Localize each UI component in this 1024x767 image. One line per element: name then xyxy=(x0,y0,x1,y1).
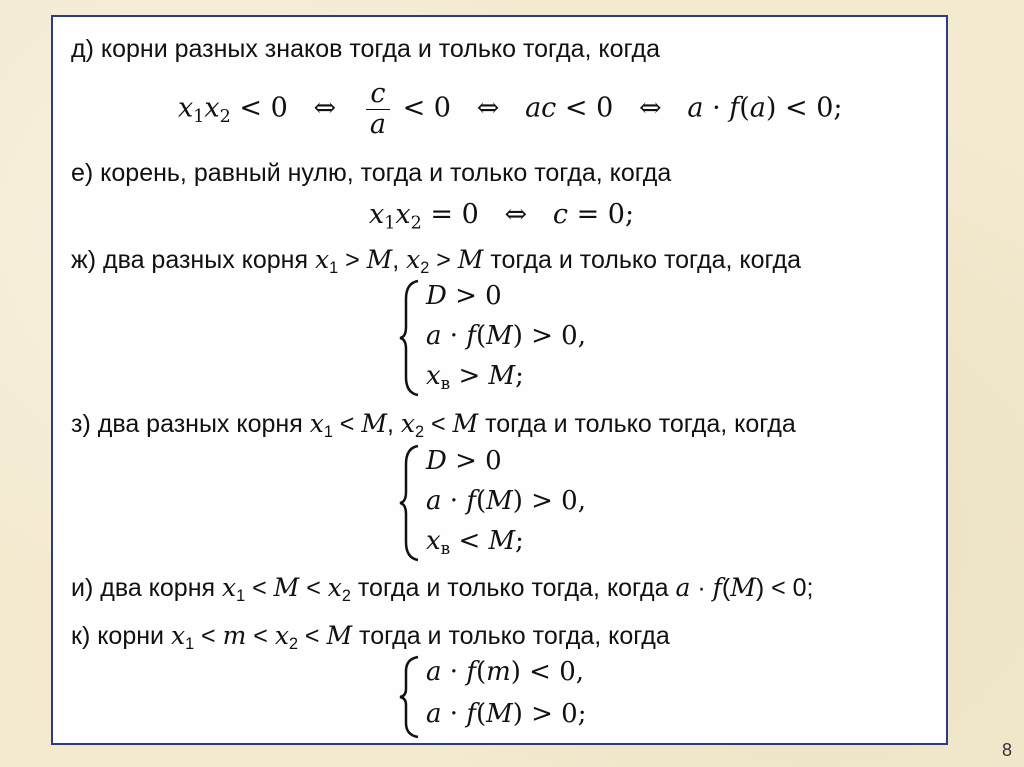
item-zh-text: ж) два разных корня $x_1 > M$, $x_2 > M$ тогда и только тогда, когда xyxy=(71,245,802,277)
item-e-text: е) корень, равный нулю, тогда и только тогда, когда xyxy=(71,159,672,187)
formula-e: $x_1x_2 = 0$ ⇔ c = 0; xyxy=(369,199,635,234)
slide-content xyxy=(51,15,948,745)
system-z: D > 0 a · f(M) > 0, $x_в < M$; xyxy=(398,444,718,564)
formula-d: $x_1x_2 < 0$ ⇔ $\frac{c}{a}$ < 0 ⇔ ac < 0 ⇔ a · f(a) < 0; xyxy=(178,78,843,140)
system-k: a · f(m) < 0, a · f(M) > 0; xyxy=(398,655,718,739)
system-zh: D > 0 a · f(M) > 0, $x_в > M$; xyxy=(398,279,718,399)
brace-icon xyxy=(398,444,422,562)
item-d-text: д) корни разных знаков тогда и только тогда, когда xyxy=(71,35,661,63)
item-i-text: и) два корня $x_1 < M < x_2$ тогда и только тогда, когда a · f(M) < 0; xyxy=(71,573,814,605)
item-k-text: к) корни $x_1 < m < x_2 < M$ тогда и только тогда, когда xyxy=(71,621,670,653)
page-number: 8 xyxy=(1001,740,1012,760)
brace-icon xyxy=(398,279,422,397)
brace-icon xyxy=(398,655,422,739)
item-z-text: з) два разных корня $x_1 < M$, $x_2 < M$ тогда и только тогда, когда xyxy=(71,409,796,441)
